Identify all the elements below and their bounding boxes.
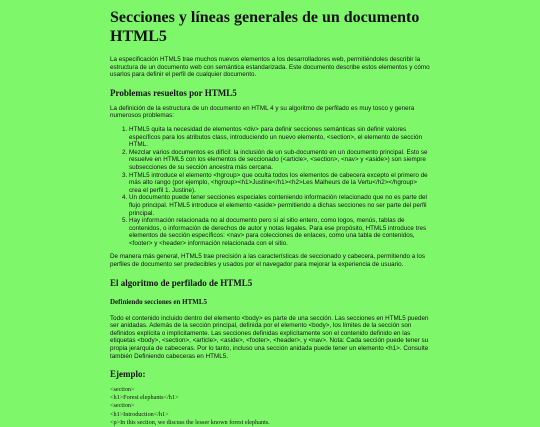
problems-closing: De manera más general, HTML5 trae precisión a las características de seccionado y cabecera, permitiendo a los perfiles de documento ser predecibles y usados por el navegador para mejorar la experiencia de usuario. <box>110 253 425 269</box>
problems-list <box>110 126 430 248</box>
page-title: Secciones y líneas generales de un documento HTML5 <box>110 9 420 45</box>
example-heading: Ejemplo: <box>110 369 146 380</box>
list-item: 4. Un documento puede tener secciones especiales conteniendo información relacionado que no es parte del flujo principal. HTML5 introduce el elemento <aside> permitiendo a dichas secciones no ser parte del perfil principal. <box>129 194 430 217</box>
list-item: 3. HTML5 introduce el elemento <hgroup> que oculta todos los elementos de cabecera excepto el primero de más alto rango (por ejemplo, <hgroup><h1>Justine</h1><h2>Les Malheurs de la Vertu</h2></hgroup> crea el perfil 1. Justine). <box>129 172 430 195</box>
algorithm-subheading: Definiendo secciones en HTML5 <box>110 297 208 306</box>
code-line: <h1>Forest elephants</h1> <box>110 394 179 402</box>
code-line: <section> <box>110 386 135 394</box>
problems-heading: Problemas resueltos por HTML5 <box>110 87 237 98</box>
intro-paragraph: La especificación HTML5 trae muchos nuevos elementos a los desarrolladores web, permitiéndoles describir la estructura de un documento web con semántica estandarizada. Este documento describe estos elementos y cómo usarlos para definir el perfil de cualquier documento. <box>110 56 430 79</box>
list-item: 1. HTML5 quita la necesidad de elementos <div> para definir secciones semánticas sin definir valores específicos para los atributos class, introduciendo un nuevo elemento, <section>, el elemento de sección HTML. <box>129 126 430 149</box>
algorithm-heading: El algoritmo de perfilado de HTML5 <box>110 277 253 288</box>
code-line: <p>In this section, we discuss the lesser known forest elephants. <box>110 418 270 426</box>
list-item: 2. Mezclar varios documentos es difícil: la inclusión de un sub-documento en un documento principal. Esto se resuelve en HTML5 con los elementos de seccionado (<article>, <section>, <nav> y <aside>) son siempre subsecciones de su sección ancestra más cercana. <box>129 149 430 172</box>
code-line: <section> <box>110 402 135 410</box>
problems-intro: La definición de la estructura de un documento en HTML 4 y su algoritmo de perfilado es muy tosco y genera numerosos problemas: <box>110 104 415 120</box>
code-line: <h1>Introduction</h1> <box>110 410 169 418</box>
example-code <box>110 386 430 426</box>
list-item: 5. Hay información relacionada no al documento pero sí al sitio entero, como logos, menús, tablas de contenidos, o información de derechos de autor y notas legales. Para ese propósito, HTML5 introduce tres elementos de sección específicos: <nav> para colecciones de enlaces, como una tabla de contenidos, <footer> y <header> información relacionada con el sitio. <box>129 217 430 247</box>
algorithm-text: Todo el contenido incluido dentro del elemento <body> es parte de una sección. Las secciones en HTML5 pueden ser anidadas. Además de la sección principal, definida por el elemento <body>, los límites de la sección son definidos explícita o implícitamente. Las secciones definidas explícitamente son el contenido definido en las etiquetas <body>, <section>, <article>, <aside>, <footer>, <header>, y <nav>. Nota: Cada sección puede tener su propia jerarquía de cabeceras. Por lo tanto, incluso una sección anidada puede tener un elemento <h1>. Consulte también Definiendo cabeceras en HTML5. <box>110 314 429 360</box>
